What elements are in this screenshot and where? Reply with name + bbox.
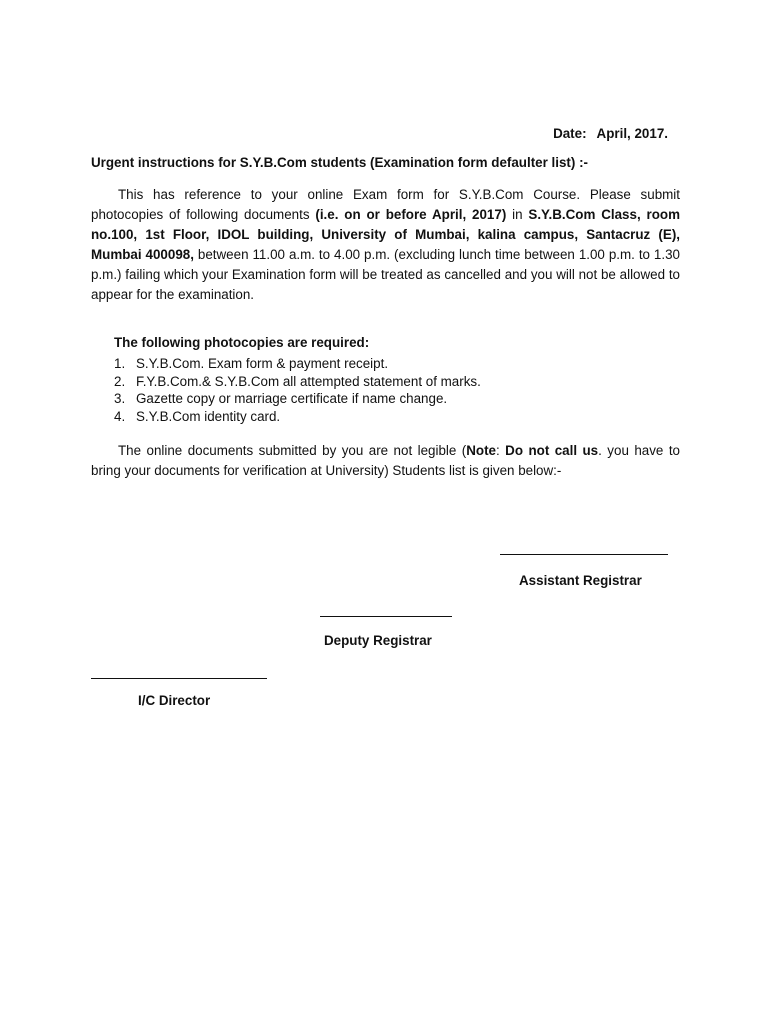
document-heading: Urgent instructions for S.Y.B.Com students (Examination form defaulter list) :- <box>91 155 588 170</box>
list-item-text: S.Y.B.Com identity card. <box>136 408 281 424</box>
para2-note: Note <box>466 443 496 458</box>
para1-deadline: (i.e. on or before April, 2017) <box>315 207 507 222</box>
para1-location: S.Y.B.Com Class, room no.100, 1st Floor, IDOL building, University of Mumbai, kalina campus, Santacruz (E), Mumbai 400098, <box>91 207 680 262</box>
date-value: April, 2017. <box>596 126 668 141</box>
ic-director-label: I/C Director <box>138 693 211 708</box>
signature-line-deputy-registrar <box>320 616 452 617</box>
para1-text-2: in <box>506 207 529 222</box>
deputy-registrar-label: Deputy Registrar <box>324 633 432 648</box>
date-line <box>553 126 668 141</box>
para2-text-1: The online documents submitted by you are not legible ( <box>118 443 467 458</box>
para2-do-not-call: Do not call us <box>505 443 599 458</box>
signature-line-ic-director <box>91 678 267 679</box>
list-item <box>114 390 481 408</box>
date-label: Date: <box>553 126 587 141</box>
list-item-number: 3. <box>114 391 126 406</box>
para1-text-1: This has reference to your online Exam form for S.Y.B.Com Course. Please submit photocopies of following documents <box>91 187 680 222</box>
para2-text-2: : <box>496 443 506 458</box>
assistant-registrar-label: Assistant Registrar <box>519 573 642 588</box>
para1-text-3: between 11.00 a.m. to 4.00 p.m. (excluding lunch time between 1.00 p.m. to 1.30 p.m.) failing which your Examination form will be treated as cancelled and you will not be allowed to appear for the examination. <box>91 247 680 302</box>
para2-text-3: . you have to bring your documents for verification at University) Students list is given below:- <box>91 443 680 478</box>
list-item-text: Gazette copy or marriage certificate if name change. <box>136 391 448 406</box>
list-item <box>114 408 481 426</box>
signature-line-assistant-registrar <box>500 554 668 555</box>
requirements-list <box>114 355 481 425</box>
list-item-number: 4. <box>114 408 126 424</box>
notice-paragraph <box>91 441 680 481</box>
list-item-text: S.Y.B.Com. Exam form & payment receipt. <box>136 356 389 371</box>
list-item-number: 2. <box>114 373 126 389</box>
list-item-number: 1. <box>114 356 126 371</box>
list-item <box>114 373 481 391</box>
list-item <box>114 355 481 373</box>
instructions-paragraph <box>91 185 680 305</box>
list-item-text: F.Y.B.Com.& S.Y.B.Com all attempted statement of marks. <box>136 373 481 389</box>
requirements-title: The following photocopies are required: <box>114 335 370 350</box>
